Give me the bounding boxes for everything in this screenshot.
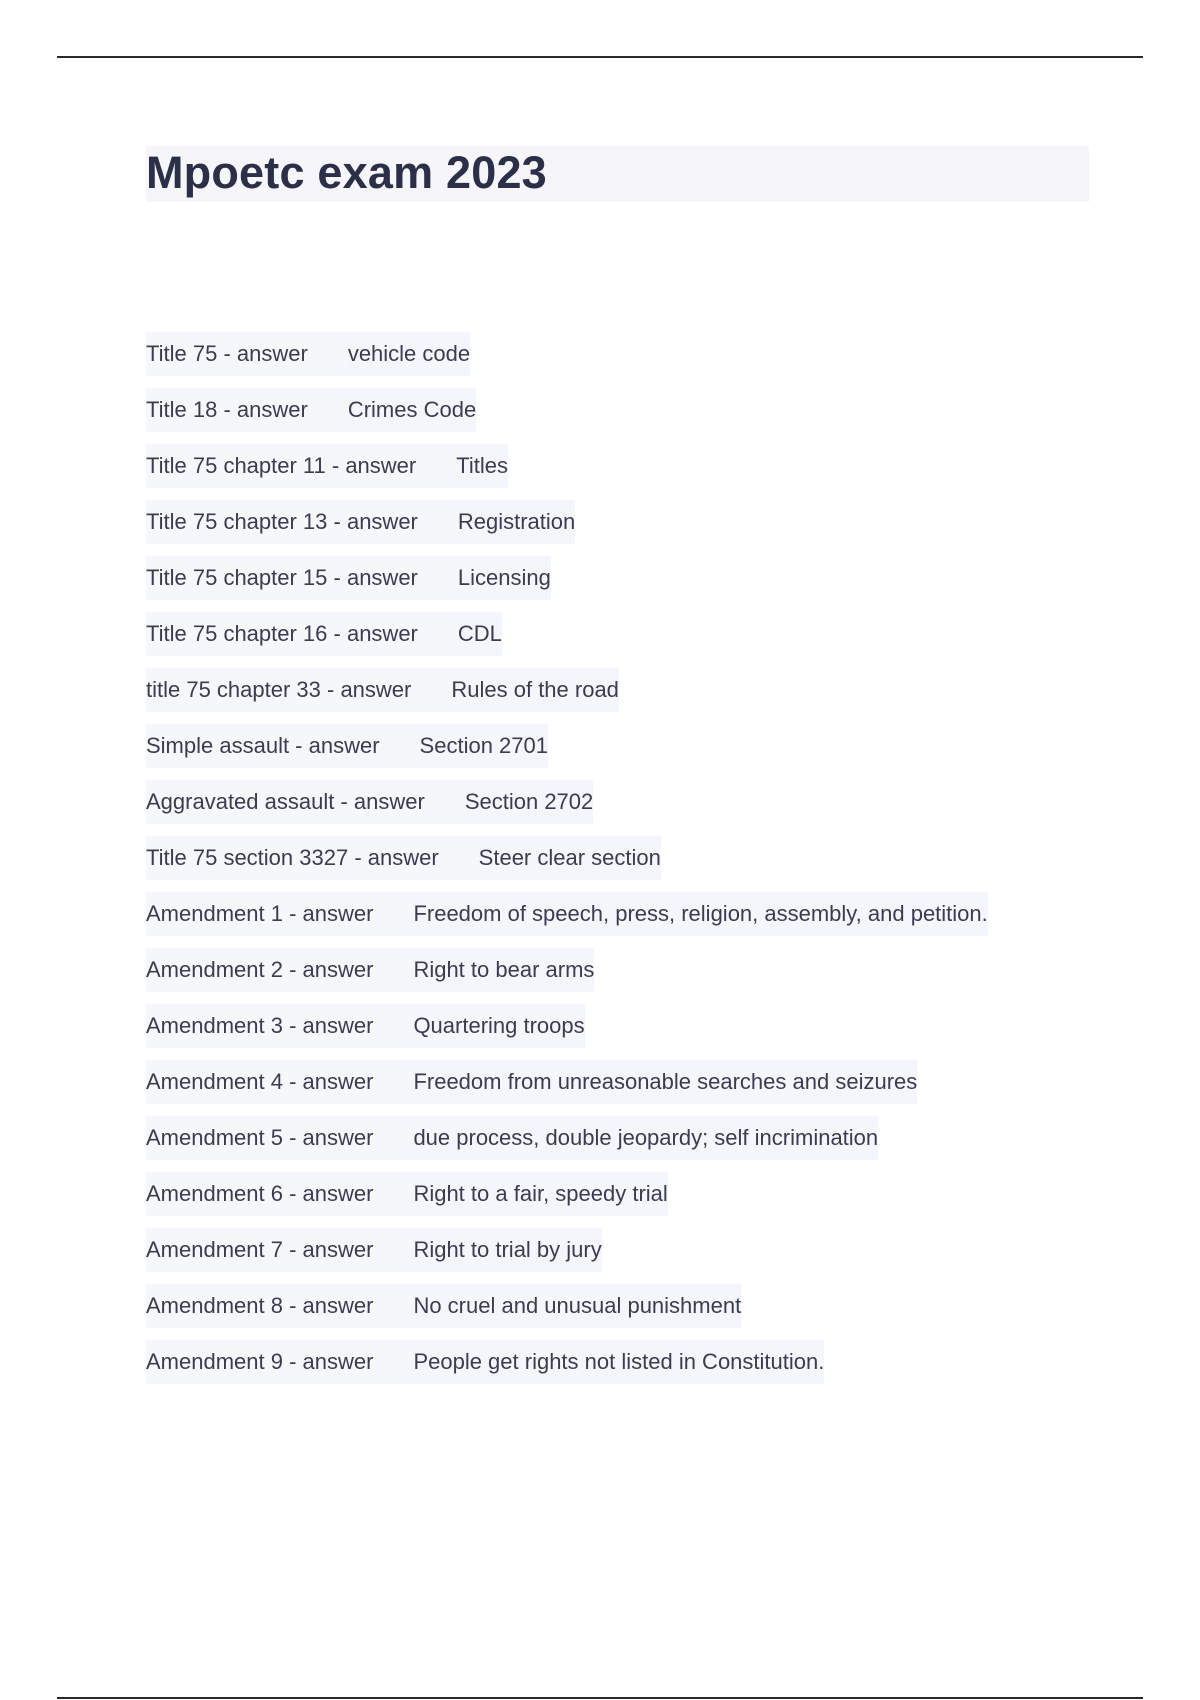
qa-answer: due process, double jeopardy; self incrimination	[413, 1116, 878, 1160]
qa-item	[146, 500, 1106, 556]
document-title: Mpoetc exam 2023	[146, 147, 547, 198]
qa-answer: Right to a fair, speedy trial	[413, 1172, 667, 1216]
qa-item	[146, 1004, 1106, 1060]
qa-question: Title 75 chapter 15 - answer	[146, 556, 458, 600]
qa-item	[146, 668, 1106, 724]
qa-answer: Licensing	[458, 556, 551, 600]
qa-list	[146, 332, 1106, 1396]
qa-item	[146, 1284, 1106, 1340]
qa-item	[146, 1116, 1106, 1172]
qa-question: Title 75 - answer	[146, 332, 348, 376]
qa-answer: Freedom of speech, press, religion, assembly, and petition.	[413, 892, 987, 936]
qa-item	[146, 1060, 1106, 1116]
qa-item	[146, 1228, 1106, 1284]
qa-item	[146, 556, 1106, 612]
qa-question: Amendment 4 - answer	[146, 1060, 413, 1104]
qa-question: Title 75 section 3327 - answer	[146, 836, 479, 880]
qa-item	[146, 892, 1106, 948]
qa-item	[146, 332, 1106, 388]
qa-answer: No cruel and unusual punishment	[413, 1284, 741, 1328]
qa-question: Simple assault - answer	[146, 724, 420, 768]
qa-item	[146, 724, 1106, 780]
qa-question: Amendment 5 - answer	[146, 1116, 413, 1160]
qa-answer: Crimes Code	[348, 388, 476, 432]
top-divider	[57, 56, 1143, 58]
qa-answer: Freedom from unreasonable searches and seizures	[413, 1060, 917, 1104]
qa-answer: Section 2702	[465, 780, 593, 824]
qa-question: Amendment 1 - answer	[146, 892, 413, 936]
qa-answer: CDL	[458, 612, 502, 656]
qa-answer: People get rights not listed in Constitution.	[413, 1340, 824, 1384]
qa-question: Amendment 6 - answer	[146, 1172, 413, 1216]
qa-answer: Quartering troops	[413, 1004, 584, 1048]
qa-item	[146, 444, 1106, 500]
qa-answer: Registration	[458, 500, 575, 544]
qa-item	[146, 1172, 1106, 1228]
qa-question: Amendment 3 - answer	[146, 1004, 413, 1048]
qa-question: Amendment 2 - answer	[146, 948, 413, 992]
qa-answer: Titles	[456, 444, 508, 488]
bottom-divider	[57, 1697, 1143, 1699]
qa-item	[146, 388, 1106, 444]
qa-answer: Rules of the road	[451, 668, 619, 712]
qa-item	[146, 948, 1106, 1004]
qa-question: Amendment 9 - answer	[146, 1340, 413, 1384]
qa-answer: Section 2701	[420, 724, 548, 768]
qa-question: Title 75 chapter 16 - answer	[146, 612, 458, 656]
qa-item	[146, 836, 1106, 892]
qa-item	[146, 612, 1106, 668]
qa-question: Amendment 7 - answer	[146, 1228, 413, 1272]
qa-question: Title 75 chapter 11 - answer	[146, 444, 456, 488]
qa-question: Amendment 8 - answer	[146, 1284, 413, 1328]
qa-answer: Right to bear arms	[413, 948, 594, 992]
qa-question: Aggravated assault - answer	[146, 780, 465, 824]
qa-answer: Steer clear section	[479, 836, 661, 880]
qa-question: Title 75 chapter 13 - answer	[146, 500, 458, 544]
qa-answer: Right to trial by jury	[413, 1228, 601, 1272]
qa-answer: vehicle code	[348, 332, 470, 376]
qa-item	[146, 1340, 1106, 1396]
qa-item	[146, 780, 1106, 836]
qa-question: title 75 chapter 33 - answer	[146, 668, 451, 712]
qa-question: Title 18 - answer	[146, 388, 348, 432]
